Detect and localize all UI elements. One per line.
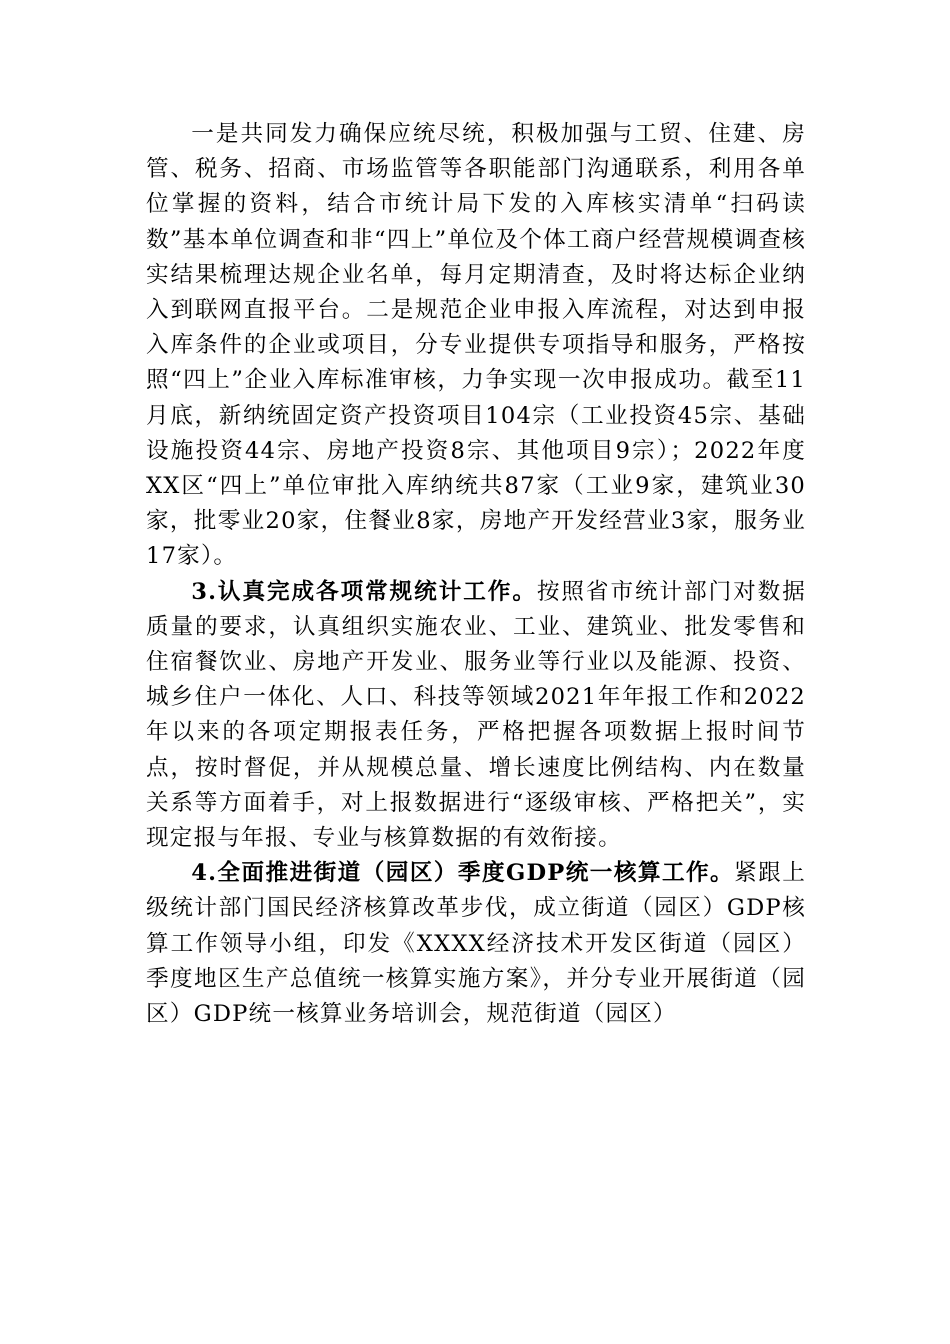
paragraph-2	[146, 575, 806, 857]
paragraph-1-text: 一是共同发力确保应统尽统，积极加强与工贸、住建、房管、税务、招商、市场监管等各职能部门沟通联系，利用各单位掌握的资料，结合市统计局下发的入库核实清单“扫码读数”基本单位调查和非“四上”单位及个体工商户经营规模调查核实结果梳理达规企业名单，每月定期清查，及时将达标企业纳入到联网直报平台。二是规范企业申报入库流程，对达到申报入库条件的企业或项目，分专业提供专项指导和服务，严格按照“四上”企业入库标准审核，力争实现一次申报成功。截至11月底，新纳统固定资产投资项目104宗（工业投资45宗、基础设施投资44宗、房地产投资8宗、其他项目9宗）；2022年度XX区“四上”单位审批入库纳统共87家（工业9家，建筑业30家，批零业20家，住餐业8家，房地产开发经营业3家，服务业17家）。	[146, 121, 806, 570]
paragraph-2-text: 按照省市统计部门对数据质量的要求，认真组织实施农业、工业、建筑业、批发零售和住宿餐饮业、房地产开发业、服务业等行业以及能源、投资、城乡住户一体化、人口、科技等领域2021年年报工作和2022年以来的各项定期报表任务，严格把握各项数据上报时间节点，按时督促，并从规模总量、增长速度比例结构、内在数量关系等方面着手，对上报数据进行“逐级审核、严格把关”，实现定报与年报、专业与核算数据的有效衔接。	[146, 578, 806, 852]
paragraph-3-text: 紧跟上级统计部门国民经济核算改革步伐，成立街道（园区）GDP核算工作领导小组，印发《XXXX经济技术开发区街道（园区）季度地区生产总值统一核算实施方案》，并分专业开展街道（园区）GDP统一核算业务培训会，规范街道（园区）	[146, 860, 807, 1028]
paragraph-1	[146, 117, 806, 575]
paragraph-3	[146, 856, 806, 1032]
document-body	[146, 117, 806, 1032]
paragraph-2-heading: 3.认真完成各项常规统计工作。	[191, 578, 537, 605]
paragraph-3-heading: 4.全面推进街道（园区）季度GDP统一核算工作。	[191, 860, 735, 887]
